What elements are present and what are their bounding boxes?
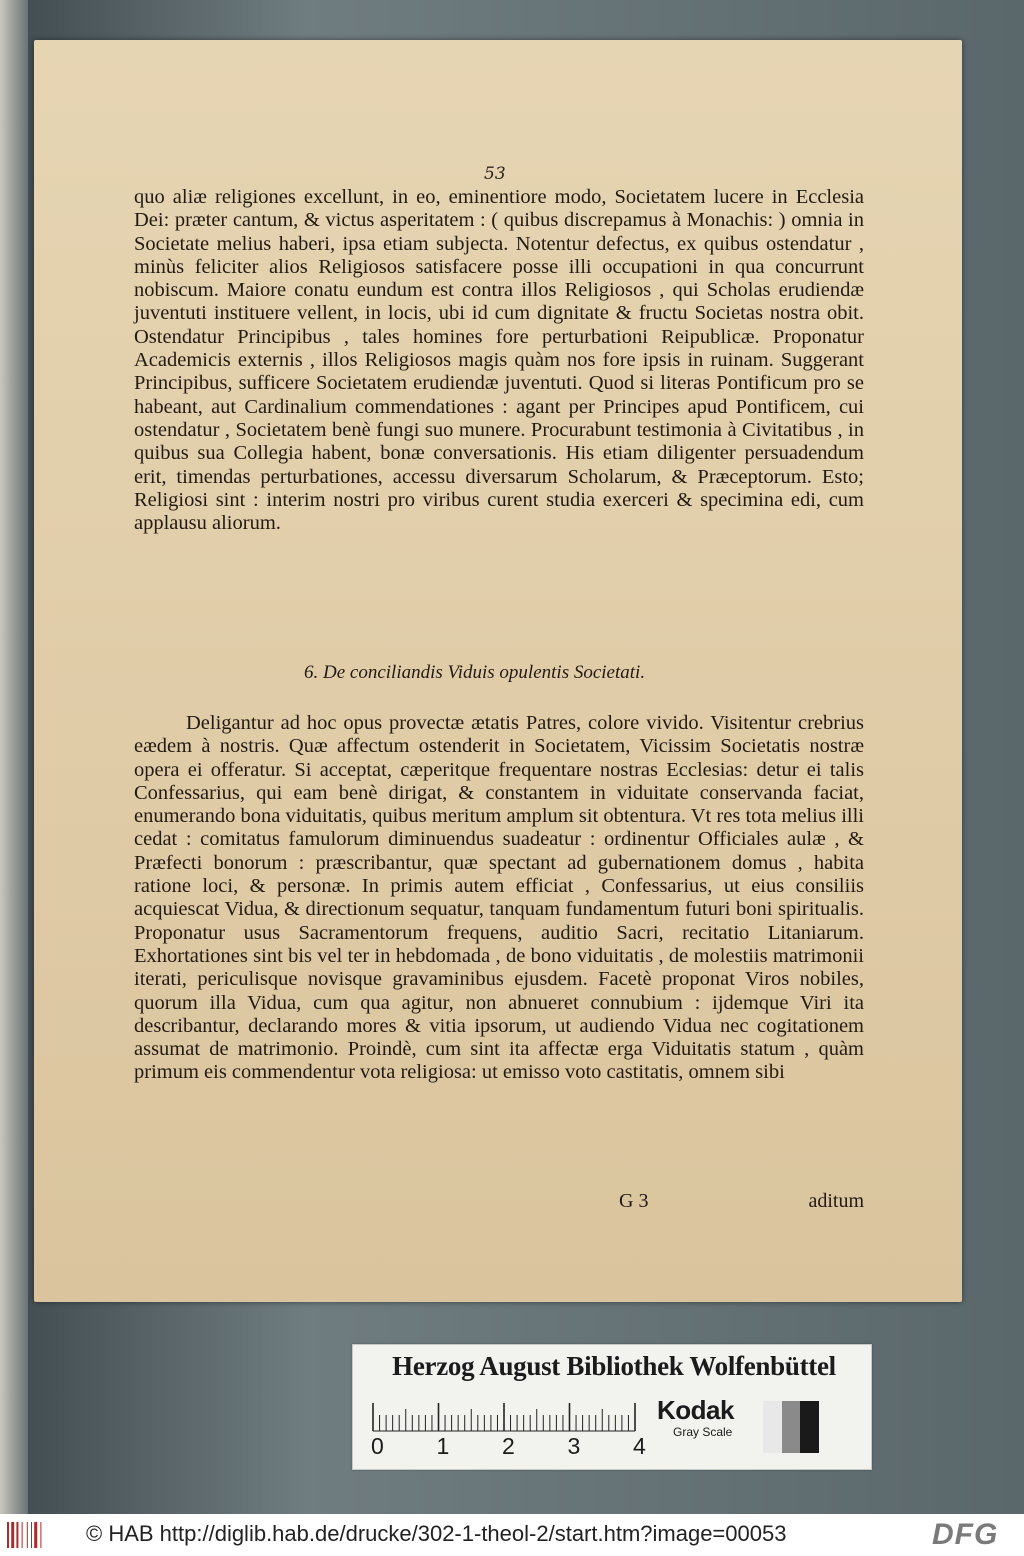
gray-scale-label: Gray Scale (673, 1425, 733, 1439)
ruler-number: 0 (371, 1433, 384, 1459)
signature-line (134, 1190, 864, 1214)
copyright-link[interactable]: © HAB http://diglib.hab.de/drucke/302-1-theol-2/start.htm?image=00053 (86, 1521, 787, 1546)
signature-mark: G 3 (619, 1190, 649, 1212)
book-page (34, 40, 962, 1302)
section-heading: 6. De conciliandis Viduis opulentis Societati. (304, 662, 646, 683)
library-name: Herzog August Bibliothek Wolfenbüttel (392, 1351, 836, 1381)
ruler-number: 2 (502, 1433, 515, 1459)
ruler-numbers (371, 1433, 661, 1461)
book-edge (0, 0, 28, 1514)
footer-bar (0, 1514, 1024, 1556)
paragraph-2: Deligantur ad hoc opus provectæ ætatis Patres, colore vivido. Visitentur crebrius eædem à nostris. Quæ affectum ostenderit in Societatem, Vicissim Societatis nostræ opera ei offeratur. Si acceptat, cæperitque frequentare nostras Ecclesias: detur ei talis Confessarius, qui eam benè dirigat, & constantem in viduitate conservanda faciat, enumerando bona viduitatis, quibus meritum amplum sit obtentura. Vt res tota melius illi cedat : comitatus famulorum diminuendus suadeatur : ordinentur Officiales aulæ , & Præfecti bonorum : præscribantur, quæ spectant ad gubernationem domus , habita ratione loci, & personæ. In primis autem efficiat , Confessarius, ut eius consiliis acquiescat Vidua, & directionum sequatur, tanquam fundamentum futuri boni spiritualis. Proponatur usus Sacramentorum frequens, auditio Sacri, recitatio Litaniarum. Exhortationes sint bis vel ter in hebdomada , de bono viduitatis , de molestiis matrimonii iterati, periculisque novisque gravaminibus ejusdem. Facetè proponat Viros nobiles, quorum illa Vidua, cum qua agitur, non abnueret connubium : ijdemque Viri ita describantur, declarando mores & vitia ipsorum, ut audiendo Vidua nec cogitationem assumat de matrimonio. Proindè, cum sint ita affectæ erga Viduitatis statum , quàm primum eis commendentur vota religiosa: ut emisso voto castitatis, omnem sibi (134, 712, 864, 1084)
paragraph-1: quo aliæ religiones excellunt, in eo, eminentiore modo, Societatem lucere in Ecclesia Dei: præter cantum, & victus asperitatem : ( quibus discrepamus à Monachis: ) omnia in Societate melius haberi, ipsa etiam subjecta. Notentur defectus, ex quibus ostendatur , minùs feliciter alios Religiosos satisfacere posse illi occupationi in qua concurrunt nobiscum. Maiore conatu eundum est contra illos Religiosos , qui Scholas erudiendæ juventuti instituere vellent, in locis, ubi id cum dignitate & fructu Societas nostra obit. Ostendatur Principibus , tales homines fore perturbationi Reipublicæ. Proponatur Academicis externis , illos Religiosos magis quàm nos fore ipsis in ruinam. Suggerant Principibus, sufficere Societatem erudiendæ juventuti. Quod si literas Pontificum pro se habeant, aut Cardinalium commendationes : agant per Principes apud Pontificem, cui ostendatur , Societatem benè fungi suo munere. Procurabunt testimonia à Civitatibus , in quibus sua Collegia habent, bonæ conversationis. His etiam diligenter persuadendum erit, timendas perturbationes, accessu diversarum Scholarum, & Præceptorum. Esto; Religiosi sint : interim nostri pro viribus curent studia exerceri & specimina edi, cum applausu aliorum. (134, 186, 864, 535)
page-number: 53 (484, 164, 506, 184)
ruler-number: 4 (633, 1433, 646, 1459)
gray-scale-swatch (763, 1401, 819, 1453)
barcode-icon (6, 1520, 46, 1550)
kodak-logo: Kodak (657, 1395, 734, 1425)
dfg-logo: DFG (932, 1518, 999, 1551)
catchword: aditum (808, 1190, 864, 1212)
library-color-card (352, 1344, 872, 1470)
scale-ruler (371, 1401, 639, 1433)
ruler-number: 3 (567, 1433, 581, 1459)
ruler-number: 1 (436, 1433, 450, 1459)
